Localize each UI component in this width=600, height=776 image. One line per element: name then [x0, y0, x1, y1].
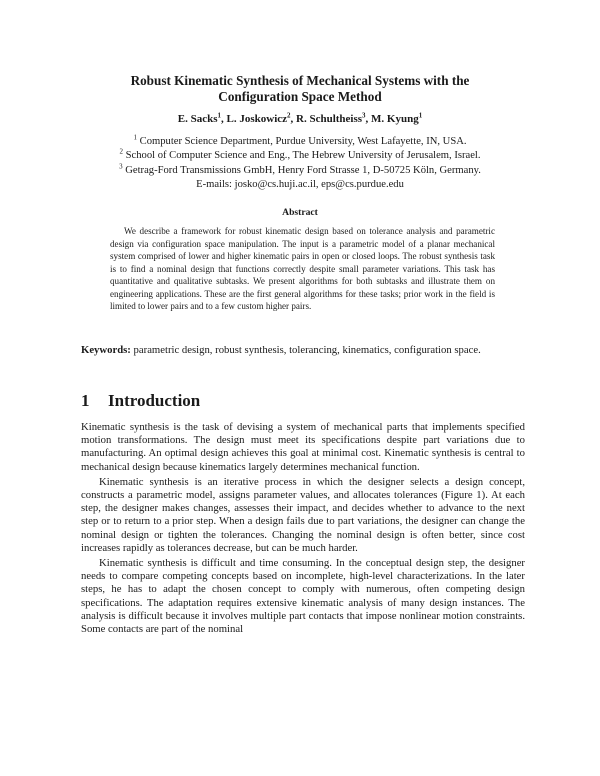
- section-number: 1: [81, 391, 90, 410]
- section-body: [81, 421, 525, 638]
- author-affil-mark: 1: [418, 111, 423, 120]
- author-name: M. Kyung: [371, 113, 419, 125]
- email-line: E-mails: josko@cs.huji.ac.il, eps@cs.purdue.edu: [196, 179, 404, 191]
- author-affil-mark: 2: [287, 111, 291, 120]
- affiliation-line: $^3$ Getrag-Ford Transmissions GmbH, Henry Ford Strasse 1, D-50725 Köln, Germany.: [119, 162, 481, 176]
- affiliation-line: $^1$ Computer Science Department, Purdue University, West Lafayette, IN, USA.: [133, 133, 467, 147]
- author-name: L. Joskowicz: [226, 113, 288, 125]
- author-name: R. Schultheiss: [296, 113, 363, 125]
- section-heading: [81, 391, 200, 411]
- abstract: [110, 225, 495, 313]
- abstract-heading: Abstract: [282, 207, 318, 218]
- keywords: [81, 344, 525, 358]
- title-line-1: Robust Kinematic Synthesis of Mechanical Systems with the: [130, 73, 470, 88]
- abstract-text: We describe a framework for robust kinematic design based on tolerance analysis and parametric design via configuration space manipulation. The input is a parametric model of a planar mechanical system comprised of lower and higher kinematic pairs in open or closed loops. The robust synthesis task is to find a nominal design that functions correctly despite small parameter variations. This task has quantitative and qualitative subtasks. We present algorithms for both subtasks and illustrate them on engineering applications. These are the first general algorithms for these tasks; prior work in the field is limited to lower pairs and to a few custom higher pairs.: [110, 226, 495, 311]
- paragraph: Kinematic synthesis is an iterative process in which the designer selects a design concept, constructs a parametric model, assigns parameter values, and allocates tolerances (Figure 1). At each step, the designer makes changes, assesses their impact, and decides whether to advance to the next step or to return to a prior step. When a design fails due to part variations, the designer can change the nominal design or tighten the tolerances. Changing the nominal design is often better, since cost increases rapidly as tolerances decrease, but can be much harder.: [81, 475, 525, 554]
- paragraph: Kinematic synthesis is difficult and time consuming. In the conceptual design step, the designer needs to compare competing concepts based on incomplete, high-level characterizations. In the later steps, he has to adapt the chosen concept to comply with numerous, often competing design specifications. The adaptation requires extensive kinematic analysis of many design instances. The analysis is difficult because it involves multiple part contacts that impose nonlinear motion constraints. Some contacts are part of the nominal: [81, 557, 525, 636]
- title-line-2: Configuration Space Method: [218, 89, 382, 104]
- paper-title: [60, 73, 540, 105]
- author-affil-mark: 3: [362, 111, 366, 120]
- affiliations: [60, 135, 540, 193]
- section-title: Introduction: [108, 391, 201, 410]
- author-name: E. Sacks: [177, 113, 218, 125]
- keywords-text: parametric design, robust synthesis, tolerancing, kinematics, configuration space.: [133, 344, 481, 356]
- author-affil-mark: 1: [217, 111, 222, 120]
- paragraph: Kinematic synthesis is the task of devising a system of mechanical parts that implements specified motion transformations. The design must meet its specifications despite part variations due to manufacturing. An optimal design achieves this goal at minimal cost. Kinematic synthesis is central to mechanical design because kinematics largely determines mechanical function.: [81, 421, 525, 473]
- author-list: E. Sacks$^1$, L. Joskowicz$^2$, R. Schultheiss$^3$, M. Kyung$^1$: [177, 111, 423, 125]
- keywords-label: Keywords:: [81, 344, 131, 356]
- affiliation-line: $^2$ School of Computer Science and Eng., The Hebrew University of Jerusalem, Israel.: [119, 147, 481, 162]
